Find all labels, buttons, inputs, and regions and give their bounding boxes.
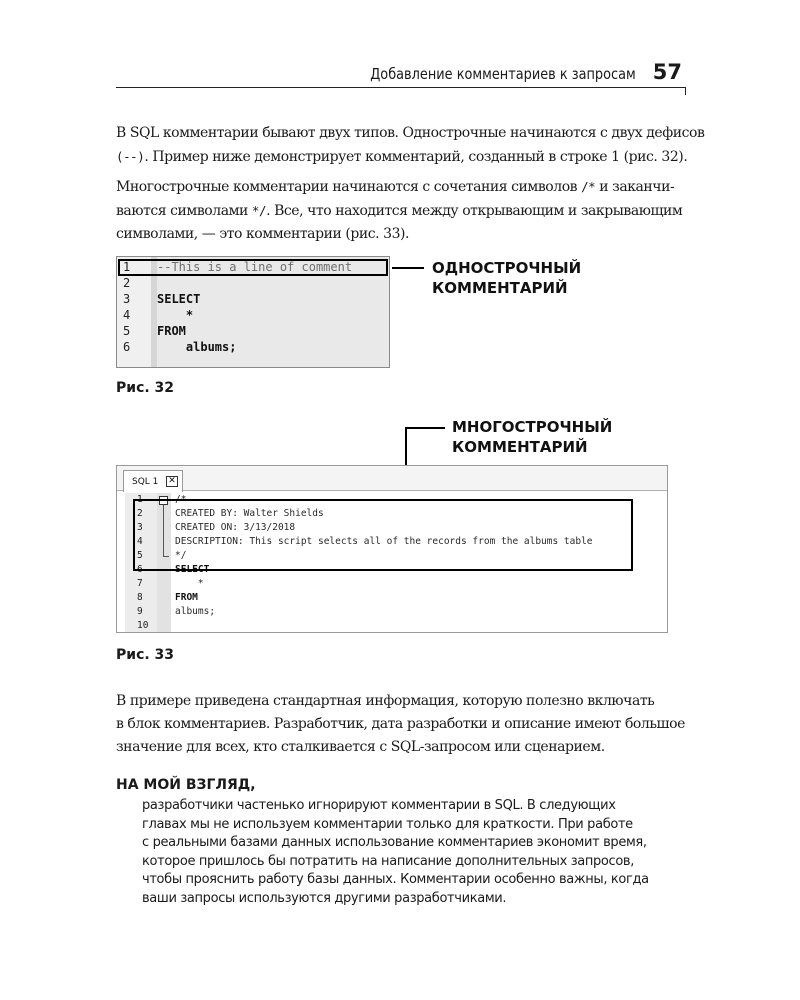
text-fragment: . Пример ниже демонстрирует комментарий, созданный в строке 1 (рис. 32). bbox=[144, 149, 688, 165]
close-icon[interactable]: ✕ bbox=[166, 476, 178, 487]
paragraph-multiline-comments bbox=[116, 175, 686, 246]
callout-connector bbox=[392, 267, 424, 269]
callout-multi-line-comment bbox=[452, 417, 612, 457]
text-line: В SQL комментарии бывают двух типов. Однострочные начинаются с двух дефисов bbox=[116, 125, 705, 141]
code-text: /* bbox=[175, 494, 187, 505]
code-line bbox=[125, 605, 667, 619]
aside-line: ваши запросы используются другими разработчиками. bbox=[142, 890, 507, 906]
text-fragment: ваются символами bbox=[116, 203, 252, 219]
header-rule bbox=[116, 87, 686, 88]
aside-line: с реальными базами данных использование комментариев экономит время, bbox=[142, 835, 647, 850]
aside-line: чтобы прояснить работу базы данных. Комментарии особенно важны, когда bbox=[142, 872, 649, 887]
code-text: --This is a line of comment bbox=[157, 260, 353, 274]
text-line: в блок комментариев. Разработчик, дата разработки и описание имеют большое bbox=[116, 716, 685, 732]
code-text: CREATED BY: Walter Shields bbox=[175, 508, 324, 519]
tab-sql-1[interactable] bbox=[123, 470, 183, 492]
inline-code: */ bbox=[251, 203, 267, 218]
code-text: SELECT bbox=[175, 564, 210, 575]
code-text: * bbox=[157, 308, 194, 322]
text-line: значение для всех, кто сталкивается с SQL-запросом или сценарием. bbox=[116, 739, 605, 755]
code-line bbox=[117, 340, 389, 356]
code-line bbox=[125, 619, 667, 633]
callout-single-line-comment bbox=[432, 258, 581, 298]
single-line-comment-highlight bbox=[118, 259, 388, 276]
code-text: albums; bbox=[175, 606, 216, 617]
callout-text: КОММЕНТАРИЙ bbox=[452, 438, 588, 456]
code-text: SELECT bbox=[157, 292, 201, 306]
line-number: 1 bbox=[123, 260, 131, 274]
line-number: 5 bbox=[123, 324, 131, 338]
callout-text: ОДНОСТРОЧНЫЙ bbox=[432, 259, 582, 277]
running-header bbox=[116, 60, 686, 90]
tab-label: SQL 1 bbox=[132, 477, 159, 487]
figure-33-code-editor bbox=[116, 465, 668, 633]
callout-text: МНОГОСТРОЧНЫЙ bbox=[452, 418, 613, 436]
inline-code: /* bbox=[581, 179, 596, 194]
line-number: 3 bbox=[137, 522, 143, 533]
text-line bbox=[116, 145, 686, 169]
code-line bbox=[117, 276, 389, 292]
code-line bbox=[117, 292, 389, 308]
line-number: 9 bbox=[137, 606, 143, 617]
aside-line: главах мы не используем комментарии только для краткости. При работе bbox=[142, 816, 633, 832]
code-text: * bbox=[175, 578, 204, 589]
line-number: 2 bbox=[137, 508, 143, 519]
line-number: 3 bbox=[123, 292, 131, 306]
line-number: 4 bbox=[123, 308, 131, 322]
code-text: */ bbox=[175, 550, 187, 561]
code-text: FROM bbox=[175, 592, 198, 603]
code-text: DESCRIPTION: This script selects all of the records from the albums table bbox=[175, 536, 593, 547]
chapter-title: Добавление комментариев к запросам bbox=[370, 65, 636, 83]
line-number: 2 bbox=[123, 276, 131, 290]
text-line: В примере приведена стандартная информация, которую полезно включать bbox=[116, 693, 655, 709]
fold-toggle-icon[interactable]: − bbox=[160, 496, 167, 505]
line-number: 1 bbox=[137, 494, 143, 505]
line-number: 4 bbox=[137, 536, 143, 547]
aside-title: НА МОЙ ВЗГЛЯД, bbox=[116, 777, 256, 793]
aside-line: разработчики частенько игнорируют комментарии в SQL. В следующих bbox=[142, 798, 616, 813]
code-text: albums; bbox=[157, 340, 237, 354]
paragraph-comment-types bbox=[116, 122, 705, 169]
line-number: 6 bbox=[123, 340, 131, 354]
code-line bbox=[125, 591, 667, 605]
line-number: 5 bbox=[137, 550, 143, 561]
code-text: CREATED ON: 3/13/2018 bbox=[175, 522, 296, 533]
callout-text: КОММЕНТАРИЙ bbox=[432, 279, 568, 297]
editor-tab-bar bbox=[117, 466, 667, 491]
text-line bbox=[116, 175, 686, 199]
aside-line: которое пришлось бы потратить на написание дополнительных запросов, bbox=[142, 853, 635, 869]
line-number: 7 bbox=[137, 578, 143, 589]
page-number: 57 bbox=[652, 60, 682, 84]
figure-32-caption: Рис. 32 bbox=[116, 380, 175, 396]
inline-code: (--) bbox=[116, 149, 145, 164]
figure-32-code-editor bbox=[116, 256, 390, 368]
code-line bbox=[117, 308, 389, 324]
text-line bbox=[116, 199, 686, 223]
line-number: 8 bbox=[137, 592, 143, 603]
callout-connector bbox=[405, 427, 445, 429]
code-line bbox=[125, 577, 667, 591]
line-number: 10 bbox=[137, 620, 149, 631]
code-text: FROM bbox=[157, 324, 186, 338]
text-fragment: и заканчи- bbox=[595, 179, 675, 195]
text-fragment: Многострочные комментарии начинаются с сочетания символов bbox=[116, 179, 582, 195]
line-number: 6 bbox=[137, 564, 143, 575]
text-line: символами, — это комментарии (рис. 33). bbox=[116, 226, 410, 242]
code-line bbox=[117, 324, 389, 340]
paragraph-comment-block-info bbox=[116, 690, 686, 759]
multi-line-comment-highlight bbox=[133, 499, 633, 571]
aside-body bbox=[142, 797, 690, 908]
figure-33-caption: Рис. 33 bbox=[116, 647, 175, 663]
header-rule-tick bbox=[685, 87, 686, 95]
text-fragment: . Все, что находится между открывающим и закрывающим bbox=[266, 203, 683, 219]
